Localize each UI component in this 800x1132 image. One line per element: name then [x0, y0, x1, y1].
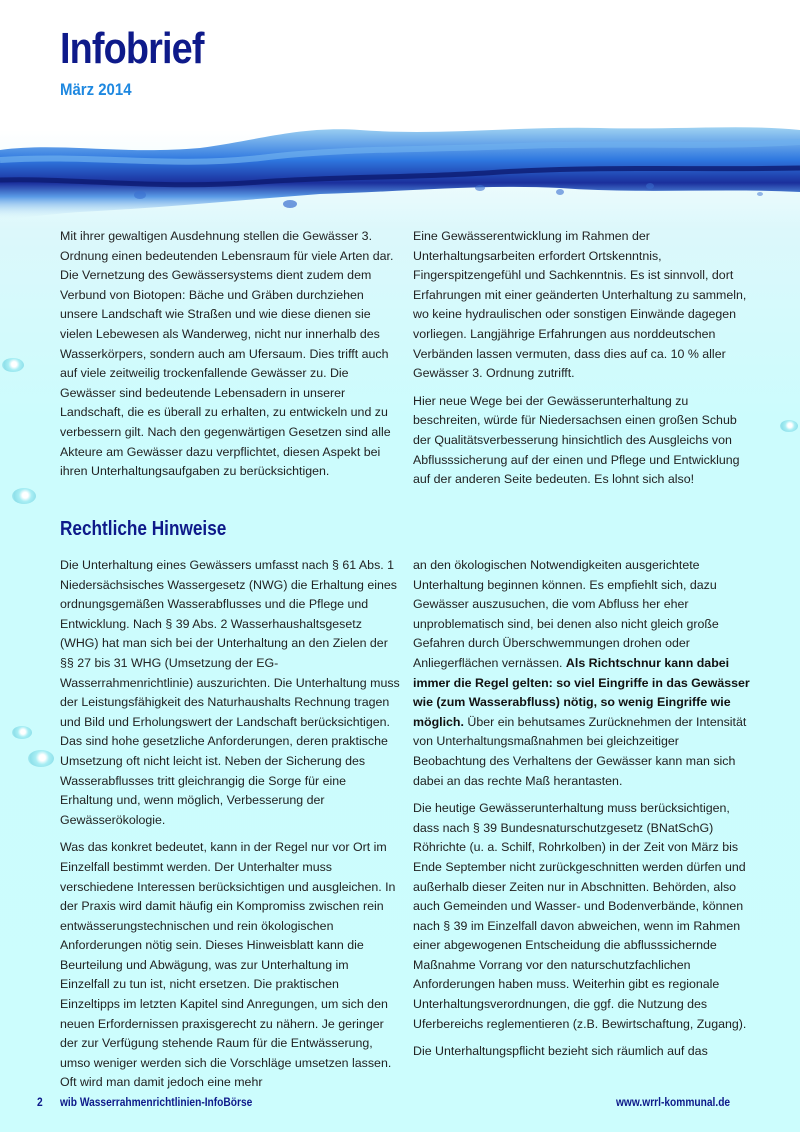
bubble-decoration [2, 358, 24, 372]
paragraph: Die Unterhaltung eines Gewässers umfasst nach § 61 Abs. 1 Niedersächsisches Wassergesetz (NWG) die Erhaltung eines ordnungsgemäßen Wasserabflusses und die Pflege und Entwicklung. Nach § 39 Abs. 2 Wasserhaushaltsgesetz (WHG) hat man sich bei der Unterhaltung an den Zielen der §§ 27 bis 31 WHG (Umsetzung der EG-Wasserrahmenrichtlinie) auszurichten. Die Unterhaltung muss der Leistungsfähigkeit des Naturhaushalts Rechnung tragen und Bild und Erholungswert der Landschaft berücksichtigen. Das sind hohe gesetzliche Anforderungen, deren praktische Umsetzung oft nicht leicht ist. Neben der Sicherung des Wasserabflusses tritt gleichrangig die Sorge für eine Erhaltung und, wenn möglich, Verbesserung der Gewässerökologie. [60, 558, 400, 827]
section-right-column [413, 556, 753, 1070]
section-heading: Rechtliche Hinweise [60, 518, 227, 540]
section-left-column [60, 556, 400, 1101]
footer-url-link[interactable]: www.wrrl-kommunal.de [616, 1095, 731, 1109]
paragraph: Mit ihrer gewaltigen Ausdehnung stellen die Gewässer 3. Ordnung einen bedeutenden Lebensraum für viele Arten dar. Die Vernetzung des Gewässersystems dient zudem dem Verbund von Biotopen: Bäche und Gräben durchziehen unsere Landschaft wie Straßen und wie diese dienen sie vielen Lebewesen als Wanderweg, nicht nur innerhalb des Wasserkörpers, sondern auch am Ufersaum. Dies trifft auch auf viele zeitweilig trockenfallende Gewässer zu. Die Gewässer sind bedeutende Lebensadern in unserer Landschaft, die es überall zu erhalten, zu entwickeln und zu verbessern gilt. Nach den gegenwärtigen Gesetzen sind alle Akteure am Gewässer dazu verpflichtet, diesen Aspekt bei ihren Unterhaltungsaufgaben zu berücksichtigen. [60, 229, 394, 479]
page-number: 2 [37, 1095, 43, 1109]
paragraph: Die heutige Gewässerunterhaltung muss berücksichtigen, dass nach § 39 Bundesnaturschutzgesetz (BNatSchG) Röhrichte (u. a. Schilf, Rohrkolben) in der Zeit von März bis Ende September nicht zurückgeschnitten werden dürfen und außerhalb dieser Zeiten nur in Abschnitten. Behörden, also auch Gemeinden und Wasser- und Bodenverbände, können nach § 39 im Einzelfall davon abweichen, wenn im Rahmen einer abgewogenen Entscheidung die abflusssichernde Maßnahme Vorrang vor den naturschutzfachlichen Anforderungen haben muss. Weiterhin gibt es regionale Unterhaltungsverordnungen, die ggf. die Nutzung des Uferbereichs reglementieren (z.B. Bewirtschaftung, Zugang). [413, 801, 747, 1031]
paragraph-text: an den ökologischen Notwendigkeiten ausgerichtete Unterhaltung beginnen können. Es empfiehlt sich, dazu Gewässer auszusuchen, die vom Abfluss her eher unproblematisch sind, bei denen also nicht gleich große Gefahren durch Überschwemmungen drohen oder Anliegerflächen vernässen. [413, 558, 719, 670]
water-wave-image [0, 120, 800, 230]
paragraph: Die Unterhaltungspflicht bezieht sich räumlich auf das [413, 1044, 708, 1059]
bubble-decoration [28, 750, 54, 767]
intro-right-column [413, 227, 753, 498]
bubble-decoration [12, 488, 36, 504]
bubble-decoration [12, 726, 32, 739]
intro-left-column [60, 227, 400, 490]
footer-organization: wib Wasserrahmenrichtlinien-InfoBörse [60, 1095, 253, 1109]
paragraph-text: Über ein behutsames Zurücknehmen der Intensität von Unterhaltungsmaßnahmen bei gleichzeitiger Beobachtung des Verhaltens der Gewässer kann man sich dabei an das rechte Maß herantasten. [413, 714, 747, 788]
paragraph: Was das konkret bedeutet, kann in der Regel nur vor Ort im Einzelfall bestimmt werden. Der Unterhalter muss verschiedene Interessen berücksichtigen und ausgleichen. In der Praxis wird damit häufig ein Kompromiss zwischen rein entwässerungstechnischen und rein ökologischen Anforderungen nötig sein. Dieses Hinweisblatt kann die Beurteilung und Abwägung, was zur Unterhaltung im Einzelfall zu tun ist, nicht ersetzen. Die praktischen Einzeltipps im letzten Kapitel sind Anregungen, um sich den neuen Erfordernissen praxisgerecht zu nähern. Je geringer der zur Verfügung stehende Raum für die Entwässerung, umso weniger werden sich die Vorschläge umsetzen lassen. Oft wird man damit jedoch eine mehr [60, 840, 396, 1090]
page-date: März 2014 [60, 80, 132, 99]
page-title: Infobrief [60, 24, 204, 73]
paragraph: Hier neue Wege bei der Gewässerunterhaltung zu beschreiten, würde für Niedersachsen einen großen Schub der Qualitätsverbesserung hinsichtlich des Ausgleichs von Abflusssicherung auf der einen und Pflege und Entwicklung auf der anderen Seite bedeuten. Es lohnt sich also! [413, 393, 740, 487]
paragraph [413, 556, 753, 791]
guideline-highlight: Als Richtschnur kann dabei immer die Regel gelten: so viel Eingriffe in das Gewässer wie (zum Wasserabfluss) nötig, so wenig Eingriffe wie möglich. [413, 655, 750, 729]
paragraph: Eine Gewässerentwicklung im Rahmen der Unterhaltungsarbeiten erfordert Ortskenntnis, Fingerspitzengefühl und Sachkenntnis. Es ist sinnvoll, dort Erfahrungen mit einer geänderten Unterhaltung zu sammeln, wo keine hydraulischen oder sonstigen Einwände dagegen vorliegen. Langjährige Erfahrungen aus norddeutschen Verbänden lassen vermuten, dass dies auf ca. 10 % aller Gewässer 3. Ordnung zutrifft. [413, 229, 747, 381]
bubble-decoration [780, 420, 798, 432]
